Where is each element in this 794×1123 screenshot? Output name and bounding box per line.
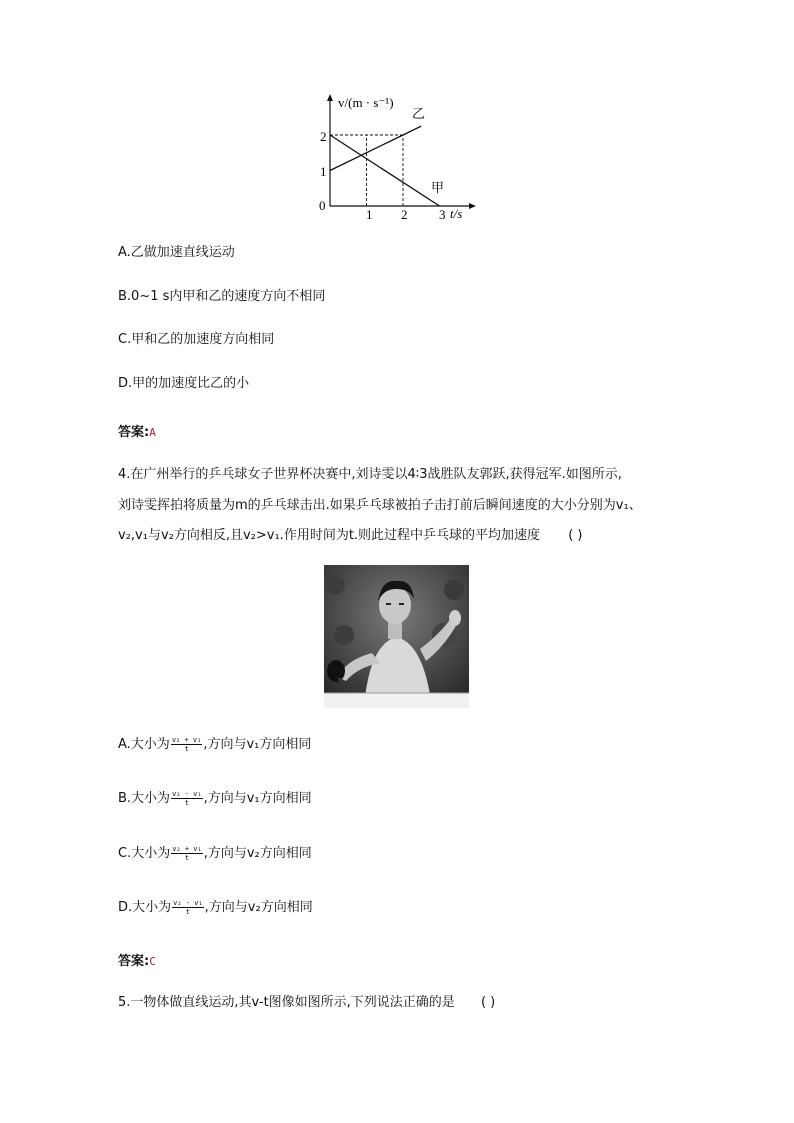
- q4-answer: [118, 950, 156, 969]
- q3-option-a: A.乙做加速直线运动: [118, 245, 235, 260]
- q4-answer-value: C: [149, 955, 156, 968]
- q4-option-a: [118, 736, 311, 754]
- q4-stem-line3-text: v₂,v₁与v₂方向相反,且v₂>v₁.作用时间为t.则此过程中乒乓球的平均加速度: [118, 528, 541, 543]
- q5-stem-text: 5.一物体做直线运动,其v-t图像如图所示,下列说法正确的是: [118, 995, 455, 1010]
- q4-option-d-numerator: v₂ - v₁: [173, 899, 203, 907]
- q4-option-c-fraction: [171, 845, 203, 862]
- q3-option-c: C.甲和乙的加速度方向相同: [118, 332, 275, 347]
- y-tick-2: 2: [320, 129, 327, 144]
- q4-option-a-numerator: v₂ + v₁: [171, 736, 202, 744]
- q4-option-b-suffix: ,方向与v₁方向相同: [203, 791, 312, 806]
- q4-option-d-denominator: t: [185, 908, 191, 916]
- q4-option-a-prefix: A.大小为: [118, 737, 170, 752]
- x-tick-2: 2: [401, 207, 408, 222]
- q4-option-d: [118, 899, 313, 917]
- y-tick-1: 1: [320, 164, 327, 179]
- q4-option-b-numerator: v₂ - v₁: [172, 790, 202, 798]
- q4-option-d-fraction: [172, 899, 204, 916]
- q4-option-c: [118, 845, 312, 863]
- q4-option-a-suffix: ,方向与v₁方向相同: [203, 737, 312, 752]
- q4-option-d-prefix: D.大小为: [118, 900, 172, 915]
- velocity-time-graph: [300, 88, 490, 223]
- series-line-jia: [330, 135, 440, 206]
- q4-stem-line3: [118, 527, 582, 545]
- q4-answer-label: 答案:: [118, 954, 150, 969]
- y-axis-arrow: [327, 94, 333, 101]
- q3-option-b: B.0~1 s内甲和乙的速度方向不相同: [118, 289, 326, 304]
- q4-option-c-suffix: ,方向与v₂方向相同: [203, 846, 312, 861]
- q3-answer-label: 答案:: [118, 425, 150, 440]
- y-axis-label: v/(m · s⁻¹): [338, 95, 394, 110]
- q3-option-d: D.甲的加速度比乙的小: [118, 376, 250, 391]
- x-tick-1: 1: [366, 207, 373, 222]
- q4-option-c-denominator: t: [184, 854, 190, 862]
- q5-stem: [118, 994, 495, 1012]
- q4-option-c-numerator: v₂ + v₁: [172, 845, 202, 853]
- x-axis-label: t/s: [450, 206, 463, 221]
- q4-option-a-denominator: t: [184, 745, 189, 753]
- table-tennis-player-photo: [324, 565, 469, 708]
- q4-option-b: [118, 790, 312, 808]
- series-label-yi: 乙: [412, 107, 426, 122]
- q4-option-b-fraction: [171, 790, 203, 807]
- q4-answer-bracket: ( ): [568, 528, 583, 543]
- origin-label: 0: [319, 198, 326, 213]
- q4-stem-line2: 刘诗雯挥拍将质量为m的乒乓球击出.如果乒乓球被拍子击打前后瞬间速度的大小分别为v₁、: [118, 498, 642, 513]
- q4-option-b-prefix: B.大小为: [118, 791, 171, 806]
- q3-answer-value: A: [149, 426, 156, 439]
- q4-option-d-suffix: ,方向与v₂方向相同: [204, 900, 313, 915]
- series-label-jia: 甲: [431, 181, 445, 196]
- x-axis-arrow: [469, 203, 476, 209]
- q4-stem-line1: 4.在广州举行的乒乓球女子世界杯决赛中,刘诗雯以4∶3战胜队友郭跃,获得冠军.如图所示,: [118, 467, 622, 482]
- x-tick-3: 3: [439, 207, 446, 222]
- q4-option-a-fraction: [171, 736, 203, 753]
- q4-option-c-prefix: C.大小为: [118, 846, 171, 861]
- q5-answer-bracket: ( ): [480, 995, 496, 1010]
- q3-answer: [118, 421, 156, 440]
- q4-option-b-denominator: t: [184, 799, 189, 807]
